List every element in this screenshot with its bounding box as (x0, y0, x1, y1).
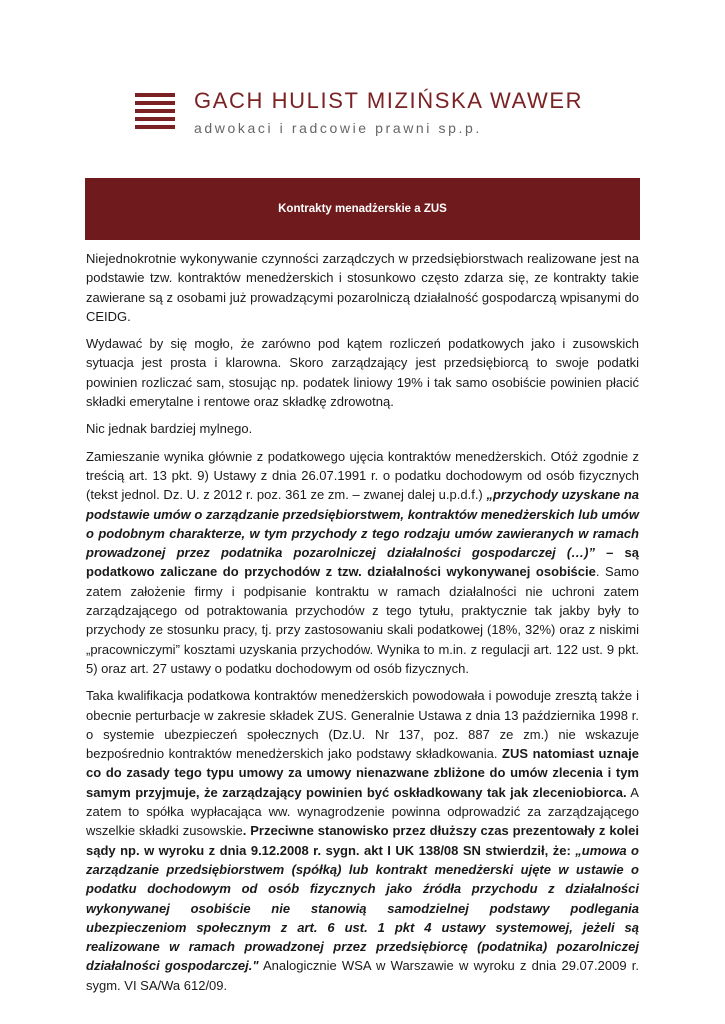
paragraph-2: Wydawać by się mogło, że zarówno pod kątem rozliczeń podatkowych jako i zusowskich sytuacja jest prosta i klarowna. Skoro zarządzający jest przedsiębiorcą to swoje podatki powinien rozliczać sam, stosując np. podatek liniowy 19% i tak samo osobiście powinien płacić składki emerytalne i rentowe oraz składkę zdrowotną. (86, 336, 639, 410)
firm-name: GACH HULIST MIZIŃSKA WAWER (194, 88, 584, 113)
p5-bold-1: ZUS natomiast uznaje co do zasady tego typu umowy za umowy nienazwane zbliżone do umów zlecenia i tym samym przyjmuje, że zarządzający powinien być oskładkowany tak jak zleceniobiorca. (86, 746, 639, 800)
p4-text-1: Zamieszanie wynika głównie z podatkowego ujęcia kontraktów menedżerskich. Otóż zgodnie z treścią art. 13 pkt. 9) Ustawy z dnia 26.07.1991 r. o podatku dochodowym od osób fizycznych (tekst jednol. Dz. U. z 2012 r. poz. 361 ze zm. – zwanej dalej u.p.d.f.) (86, 448, 639, 503)
firm-subtitle: adwokaci i radcowie prawni sp.p. (194, 120, 482, 136)
p5-quote: „umowa o zarządzanie przedsiębiorstwem (spółką) lub kontrakt menedżerski ujęte w ustawie o podatku dochodowym od osób fizycznych jako źródła przychodu z działalności wykonywanej osobiście nie stanowią samodzielnej podstawy podlegania ubezpieczeniom społecznym z art. 6 ust. 1 pkt 4 ustawy systemowej, jeżeli są realizowane w ramach prowadzonej przez przedsiębiorcę (podatnika) pozarolniczej działalności gospodarczej." (86, 842, 639, 974)
p4-quote: „przychody uzyskane na podstawie umów o zarządzanie przedsiębiorstwem, kontraktów menedżerskich lub umów o podobnym charakterze, w tym przychody z tego rodzaju umów zawieranych w ramach prowadzonej przez podatnika pozarolniczej działalności gospodarczej (…)” (86, 487, 639, 561)
document-title: Kontrakty menadżerskie a ZUS (278, 203, 447, 215)
p5-text-2: A zatem to spółka wypłacająca ww. wynagrodzenie powinna odprowadzić za zarządzającego wszelkie składki zusowskie (86, 784, 639, 839)
p5-bold-2: . Przeciwne stanowisko przez dłuższy czas prezentowały z kolei sądy np. w wyroku z dnia 9.12.2008 r. sygn. akt I UK 138/08 SN stwierdził, że: (86, 823, 639, 858)
p5-text-1: Taka kwalifikacja podatkowa kontraktów menedżerskich powodowała i powoduje zresztą także i obecnie perturbacje w zakresie składek ZUS. Generalnie Ustawa z dnia 13 października 1998 r. o systemie ubezpieczeń społecznych (Dz.U. Nr 137, poz. 887 ze zm.) nie wskazuje bezpośrednio kontraktów menedżerskich jako podstawy składkowania. (86, 688, 639, 762)
p4-bold: – są podatkowo zaliczane do przychodów z tzw. działalności wykonywanej osobiście (86, 545, 639, 580)
p4-text-2: . Samo zatem założenie firmy i podpisanie kontraktu w ramach działalności nie uchroni zatem zarządzającego od potraktowania przychodów z tego tytułu, praktycznie tak jakby były to przychody ze stosunku pracy, tj. przy zastosowaniu skali podatkowej (18%, 32%) oraz z niskimi „pracowniczymi” kosztami uzyskania przychodów. Wynika to m.in. z regulacji art. 122 ust. 9 pkt. 5) oraz art. 27 ustawy o podatku dochodowym od osób fizycznych. (86, 564, 639, 676)
paragraph-4 (86, 447, 639, 679)
document-body (86, 249, 639, 1003)
paragraph-3: Nic jednak bardziej mylnego. (86, 421, 253, 437)
firm-logo-mark (135, 93, 175, 133)
paragraph-1: Niejednokrotnie wykonywanie czynności zarządczych w przedsiębiorstwach realizowane jest na podstawie tzw. kontraktów menedżerskich i stosunkowo często zdarza się, ze kontrakty takie zawierane są z osobami już prowadzącymi pozarolniczą działalność gospodarczą wpisanymi do CEIDG. (86, 251, 639, 324)
paragraph-5 (86, 686, 639, 995)
p5-text-3: Analogicznie WSA w Warszawie w wyroku z dnia 29.07.2009 r. sygm. VI SA/Wa 612/09. (86, 958, 639, 993)
title-banner (85, 178, 640, 240)
